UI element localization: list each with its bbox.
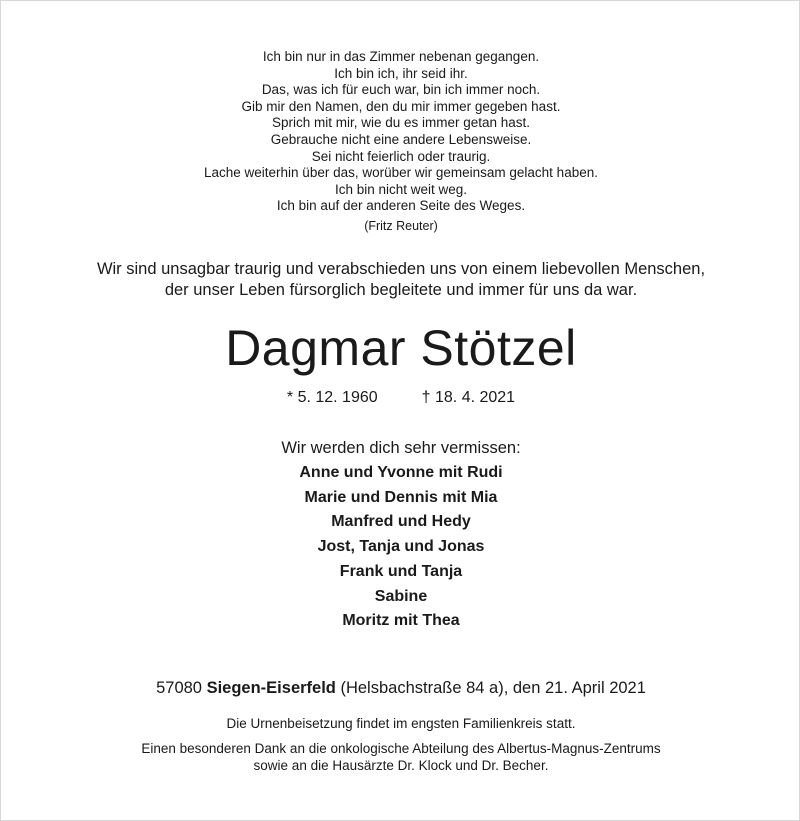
thanks-text [1, 741, 800, 774]
life-dates [1, 387, 800, 409]
address-postcode: 57080 [156, 679, 202, 697]
death-date: † 18. 4. 2021 [421, 389, 516, 406]
poem-line: Gib mir den Namen, den du mir immer gegeben hast. [241, 98, 561, 114]
mourner-entry: Moritz mit Thea [342, 612, 460, 630]
thanks-line: sowie an die Hausärzte Dr. Klock und Dr. Becher. [253, 757, 549, 773]
poem-line: Gebrauche nicht eine andere Lebensweise. [270, 131, 532, 147]
intro-line: der unser Leben fürsorglich begleitete und immer für uns da war. [164, 281, 638, 299]
poem-line: Ich bin nur in das Zimmer nebenan gegangen. [262, 49, 540, 64]
thanks-line: Einen besonderen Dank an die onkologische Abteilung des Albertus-Magnus-Zentrums [141, 741, 661, 756]
poem-line: Ich bin nicht weit weg. [334, 181, 468, 197]
burial-notice: Die Urnenbeisetzung findet im engsten Familienkreis statt. [226, 716, 576, 731]
poem-line: Sprich mit mir, wie du es immer getan hast. [271, 115, 531, 131]
intro-line: Wir sind unsagbar traurig und verabschieden uns von einem liebevollen Menschen, [96, 260, 706, 278]
mourner-entry: Marie und Dennis mit Mia [304, 488, 498, 506]
address-rest: (Helsbachstraße 84 a), den 21. April 2021 [340, 679, 646, 697]
address-city: Siegen-Eiserfeld [206, 679, 336, 697]
poem-line: Ich bin auf der anderen Seite des Weges. [276, 198, 526, 214]
poem-line: Das, was ich für euch war, bin ich immer noch. [261, 82, 541, 98]
mourners-intro: Wir werden dich sehr vermissen: [281, 439, 521, 457]
mourner-entry: Manfred und Hedy [331, 513, 471, 531]
mourner-entry: Sabine [374, 587, 428, 605]
birth-date: * 5. 12. 1960 [286, 389, 378, 406]
poem-line: Lache weiterhin über das, worüber wir gemeinsam gelacht haben. [204, 165, 598, 181]
mourner-entry: Jost, Tanja und Jonas [317, 538, 485, 556]
intro-text [1, 259, 800, 301]
poem-line: Sei nicht feierlich oder traurig. [311, 148, 491, 164]
poem [1, 49, 800, 215]
mourner-entry: Frank und Tanja [339, 562, 463, 580]
mourner-entry: Anne und Yvonne mit Rudi [299, 464, 503, 481]
mourners-list [1, 461, 800, 634]
address-line [1, 677, 800, 699]
deceased-name: Dagmar Stötzel [225, 320, 577, 376]
poem-line: Ich bin ich, ihr seid ihr. [334, 65, 468, 81]
poem-attribution: (Fritz Reuter) [364, 219, 438, 233]
